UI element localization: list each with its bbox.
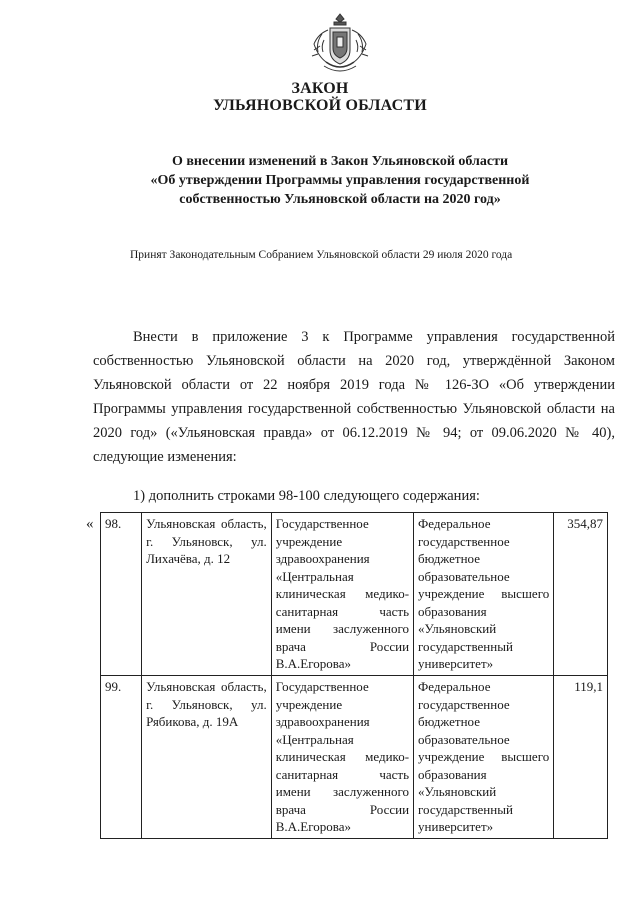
row-user: Федеральное государственное бюджетное образовательное учреждение высшего образования «Ульяновский государственный университет» bbox=[414, 513, 554, 676]
table-row bbox=[101, 676, 608, 839]
document-region: УЛЬЯНОВСКОЙ ОБЛАСТИ bbox=[213, 97, 427, 114]
law-subject bbox=[0, 152, 640, 209]
adoption-note: Принят Законодательным Собранием Ульяновской области 29 июля 2020 года bbox=[130, 249, 513, 261]
row-number: 98. bbox=[101, 513, 142, 676]
row-area: 119,1 bbox=[554, 676, 608, 839]
law-subject-line: «Об утверждении Программы управления государственной bbox=[150, 173, 530, 188]
row-address: Ульяновская область, г. Ульяновск, ул. Рябикова, д. 19А bbox=[142, 676, 272, 839]
body-text bbox=[93, 325, 615, 469]
law-subject-line: собственностью Ульяновской области на 2020 год» bbox=[179, 192, 501, 207]
row-holder: Государственное учреждение здравоохранения «Центральная клиническая медико-санитарная часть имени заслуженного врача России В.А.Егорова» bbox=[271, 676, 413, 839]
amendment-item-1: 1) дополнить строками 98-100 следующего содержания: bbox=[133, 488, 480, 504]
row-area: 354,87 bbox=[554, 513, 608, 676]
document-title: ЗАКОН bbox=[291, 80, 349, 97]
row-number: 99. bbox=[101, 676, 142, 839]
table-row bbox=[101, 513, 608, 676]
law-subject-line: О внесении изменений в Закон Ульяновской области bbox=[171, 154, 509, 169]
coat-of-arms-icon bbox=[300, 10, 380, 80]
opening-quote: « bbox=[86, 516, 94, 532]
main-paragraph: Внести в приложение 3 к Программе управления государственной собственностью Ульяновской области на 2020 год, утверждённой Законом Ульяновской области от 22 ноября 2019 года № 126-ЗО «Об утверждении Программы управления государственной собственностью Ульяновской области на 2020 год» («Ульяновская правда» от 06.12.2019 № 94; от 09.06.2020 № 40), следующие изменения: bbox=[93, 329, 615, 465]
row-address: Ульяновская область, г. Ульяновск, ул. Лихачёва, д. 12 bbox=[142, 513, 272, 676]
row-user: Федеральное государственное бюджетное образовательное учреждение высшего образования «Ульяновский государственный университет» bbox=[414, 676, 554, 839]
property-table bbox=[100, 512, 608, 839]
row-holder: Государственное учреждение здравоохранения «Центральная клиническая медико-санитарная часть имени заслуженного врача России В.А.Егорова» bbox=[271, 513, 413, 676]
